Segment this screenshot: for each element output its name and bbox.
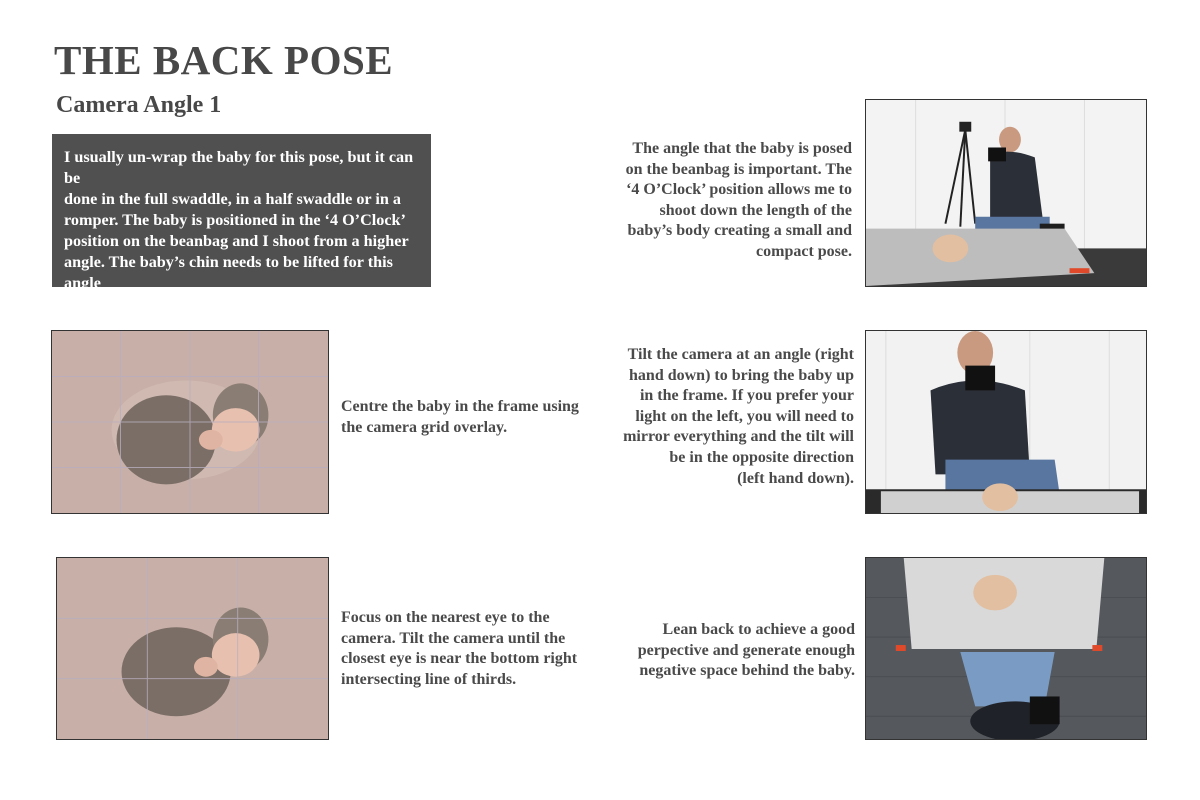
page-title: THE BACK POSE: [54, 37, 394, 83]
caption-angle: The angle that the baby is posed on the beanbag is important. The ‘4 O’Clock’ position allows me to shoot down the length of the baby’s body creating a small and compact pose.: [625, 140, 852, 260]
photo-photographer-tilt: [865, 330, 1147, 514]
caption-tilt: Tilt the camera at an angle (right hand down) to bring the baby up in the frame. If you prefer your light on the left, you will need to mirror everything and the tilt will be in the opposite direction (left hand down).: [623, 346, 854, 487]
section-subtitle: Camera Angle 1: [56, 92, 222, 118]
photo-overhead-lean-back: [865, 557, 1147, 740]
intro-text: I usually un-wrap the baby for this pose, but it can be done in the full swaddle, in a half swaddle or in a romper. The baby is positioned in the ‘4 O’Clock’ position on the beanbag and I shoot from a higher angle. The baby’s chin needs to be lifted for this angle to work.: [64, 148, 414, 313]
photo-baby-grid-centred: [51, 330, 329, 514]
intro-box: [52, 134, 431, 313]
photo-photographer-tripod: [865, 99, 1147, 287]
caption-centre: Centre the baby in the frame using the camera grid overlay.: [341, 398, 579, 436]
caption-focus: Focus on the nearest eye to the camera. Tilt the camera until the closest eye is near the bottom right intersecting line of thirds.: [341, 609, 578, 688]
photo-baby-grid-thirds: [56, 557, 329, 740]
caption-lean: Lean back to achieve a good perpective and generate enough negative space behind the baby.: [637, 621, 855, 680]
